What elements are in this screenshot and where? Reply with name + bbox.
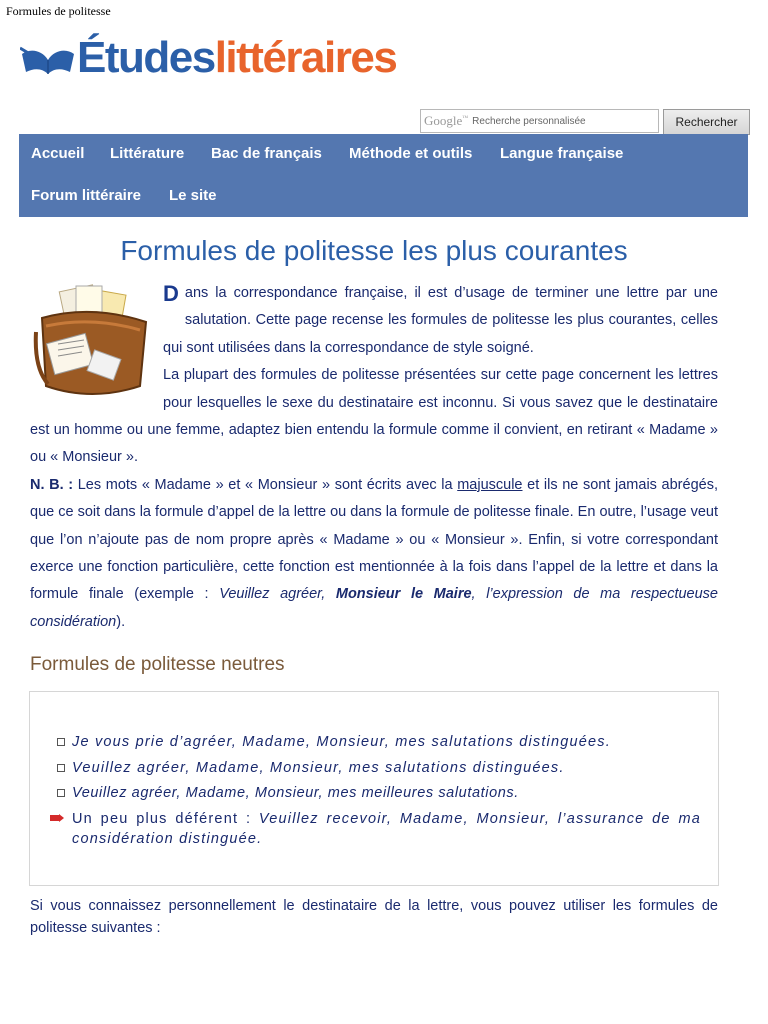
square-bullet-icon <box>57 764 65 772</box>
list-item: Un peu plus déférent : Veuillez recevoir, Madame, Monsieur, l’assurance de ma considération distinguée. <box>56 809 701 849</box>
formulas-box <box>29 691 719 886</box>
intro-paragraph-2: La plupart des formules de politesse présentées sur cette page concernent les lettres pour lesquelles le sexe du destinataire est inconnu. Si vous savez que le destinataire est un homme ou une femme, adaptez bien entendu la formule comme il convient, en retirant « Madame » ou « Monsieur ». <box>30 367 718 466</box>
search-placeholder: Recherche personnalisée <box>472 115 586 127</box>
square-bullet-icon <box>57 738 65 746</box>
google-brand-label: Google™ <box>424 113 469 128</box>
nav-item-forum-litteraire[interactable]: Forum littéraire <box>31 187 142 204</box>
open-book-icon <box>20 38 76 78</box>
nav-item-methode-et-outils[interactable]: Méthode et outils <box>349 145 473 162</box>
site-logo[interactable] <box>20 33 397 82</box>
logo-word-etudes: Études <box>77 33 215 82</box>
main-navigation <box>19 134 748 217</box>
nav-item-le-site[interactable]: Le site <box>169 187 217 204</box>
document-title: Formules de politesse <box>6 4 111 18</box>
section-heading-neutres: Formules de politesse neutres <box>30 654 285 675</box>
search-input[interactable] <box>420 109 659 133</box>
nav-item-litterature[interactable]: Littérature <box>110 145 185 162</box>
list-item: Veuillez agréer, Madame, Monsieur, mes salutations distinguées. <box>56 758 701 778</box>
nb-paragraph: N. B. : Les mots « Madame » et « Monsieur » sont écrits avec la majuscule et ils ne sont jamais abrégés, que ce soit dans la formule d’appel de la lettre ou dans la formule de politesse finale. En outre, l’usage veut que l’on n’ajoute pas de nom propre après « Madame » ou « Monsieur ». Enfin, si votre correspondant exerce une fonction particulière, cette fonction est mentionnée à la fois dans l’appel de la lettre et dans la formule finale (exemple : Veuillez agréer, Monsieur le Maire, l’expression de ma respectueuse considération). <box>30 476 718 630</box>
red-arrow-bullet-icon <box>50 814 64 822</box>
nb-label: N. B. : <box>30 476 74 493</box>
square-bullet-icon <box>57 789 65 797</box>
list-item: Veuillez agréer, Madame, Monsieur, mes meilleures salutations. <box>56 783 701 803</box>
search-button[interactable]: Rechercher <box>663 109 750 135</box>
intro-text <box>30 280 718 636</box>
nav-item-bac-de-francais[interactable]: Bac de français <box>211 145 322 162</box>
closing-paragraph: Si vous connaissez personnellement le destinataire de la lettre, vous pouvez utiliser les formules de politesse suivantes : <box>30 898 718 936</box>
intro-paragraph-1: ans la correspondance française, il est d’usage de terminer une lettre par une salutation. Cette page recense les formules de politesse les plus courantes, celles qui sont utilisées dans la correspondance de style soigné. <box>163 285 718 356</box>
page-title: Formules de politesse les plus courantes <box>120 235 628 266</box>
nav-item-accueil[interactable]: Accueil <box>31 145 85 162</box>
logo-word-litteraires: littéraires <box>214 33 397 82</box>
majuscule-link[interactable]: majuscule <box>457 476 523 493</box>
formulas-list <box>56 732 701 854</box>
dropcap-letter: D <box>163 281 179 306</box>
list-item: Je vous prie d’agréer, Madame, Monsieur, mes salutations distinguées. <box>56 732 701 752</box>
nav-item-langue-francaise[interactable]: Langue française <box>500 145 624 162</box>
example-bold: Monsieur le Maire <box>335 586 472 603</box>
